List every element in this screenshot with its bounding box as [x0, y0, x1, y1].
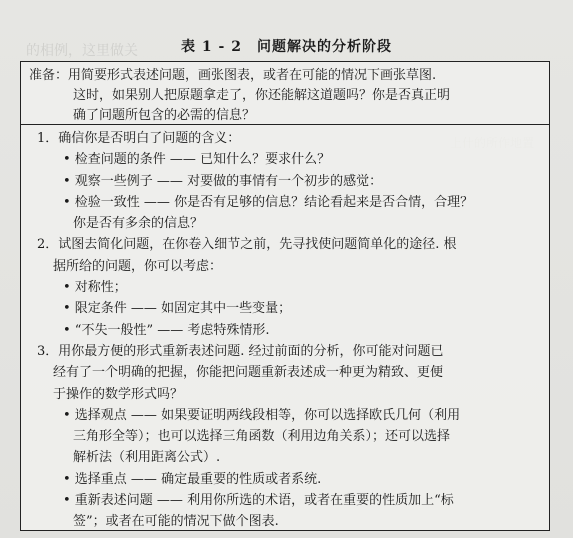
step-line: • 重新表述问题 —— 利用你所选的术语，或者在重要的性质加上“标: [63, 493, 454, 509]
step-line: • 选择观点 —— 如果要证明两线段相等，你可以选择欧氏几何（利用: [63, 407, 461, 423]
step-line: • 检验一致性 —— 你是否有足够的信息？结论看起来是否合情，合理？: [63, 194, 474, 210]
step-line: 3．用你最方便的形式重新表述问题. 经过前面的分析，你可能对问题已: [37, 343, 444, 359]
table-title: 表 1 - 2 问题解决的分析阶段: [181, 39, 392, 55]
step-line: • 观察一些例子 —— 对要做的事情有一个初步的感觉：: [63, 173, 383, 189]
prep-line: 准备：用简要形式表述问题，画张图表，或者在可能的情况下画张草图.: [29, 68, 437, 83]
step-line: 2．试图去简化问题，在你卷入细节之前，先寻找使问题简单化的途径. 根: [37, 237, 457, 253]
step-line: 经有了一个明确的把握，你能把问题重新表述成一种更为精致、更便: [53, 365, 444, 381]
step-line: • 检查问题的条件 —— 已知什么？要求什么？: [63, 152, 331, 168]
step-line: 解析法（利用距离公式）.: [73, 450, 221, 466]
step-line: 据所给的问题，你可以考虑：: [53, 258, 223, 274]
step-line: • 选择重点 —— 确定最重要的性质或者系统.: [63, 471, 322, 487]
step-line: 签”；或者在可能的情况下做个图表.: [73, 514, 279, 530]
step-line: 1．确信你是否明白了问题的含义：: [37, 131, 241, 146]
step-line: 你是否有多余的信息？: [73, 216, 204, 232]
step-line: • “不失一般性” —— 考虑特殊情形.: [63, 322, 270, 338]
bleed-through-text: 的相例，这里做关: [26, 43, 138, 59]
prep-line: 确了问题所包含的必需的信息？: [73, 108, 256, 123]
step-line: 于操作的数学形式吗？: [53, 386, 184, 402]
preparation-section: [21, 62, 549, 125]
analysis-table: [20, 61, 550, 531]
steps-list: [21, 128, 549, 533]
step-line: • 限定条件 —— 如固定其中一些变量；: [63, 301, 292, 317]
step-line: 三角形全等）；也可以选择三角函数（利用边角关系）；还可以选择: [73, 429, 451, 445]
step-line: • 对称性；: [63, 280, 127, 296]
prep-line: 这时，如果别人把原题拿走了，你还能解这道题吗？你是否真正明: [73, 88, 451, 103]
